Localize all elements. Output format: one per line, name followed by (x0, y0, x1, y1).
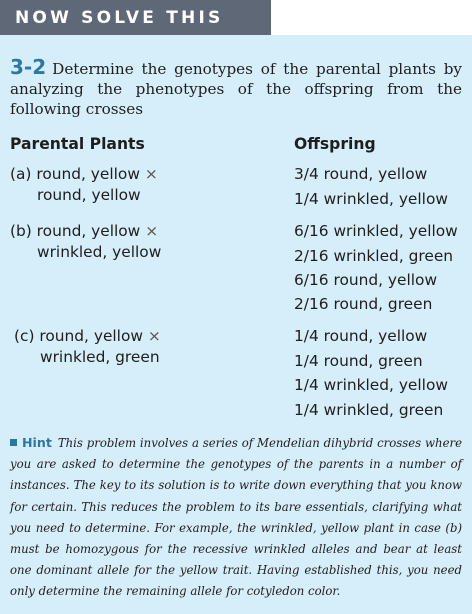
cross-c-parent-1: (c) round, yellow × (14, 327, 161, 345)
hint-label: Hint (22, 435, 52, 450)
cross-a-offspring-2: 1/4 wrinkled, yellow (294, 190, 448, 208)
cross-a-parent-1: (a) round, yellow × (10, 165, 158, 183)
problem-number: 3-2 (10, 55, 47, 79)
cross-c-offspring-4: 1/4 wrinkled, green (294, 401, 444, 419)
cross-b-parent-2: wrinkled, yellow (37, 243, 162, 261)
hint-paragraph (10, 432, 462, 603)
cross-c-offspring-1: 1/4 round, yellow (294, 327, 428, 345)
section-title: NOW SOLVE THIS (15, 8, 224, 28)
offspring-header: Offspring (294, 135, 376, 153)
cross-a-parent-2: round, yellow (37, 186, 141, 204)
hint-text: This problem involves a series of Mendelian dihybrid crosses where you are asked to determine the genotypes of the parents in a number of instances. The key to its solution is to write down everything that you know for certain. This reduces the problem to its bare essentials, clarifying what you need to determine. For example, the wrinkled, yellow plant in case (b) must be homozygous for the recessive wrinkled alleles and bear at least one dominant allele for the yellow trait. Having established this, you need only determine the remaining allele for cotyledon color. (10, 436, 462, 599)
cross-b-offspring-2: 2/16 wrinkled, green (294, 247, 454, 265)
cross-c-offspring-2: 1/4 round, green (294, 352, 423, 370)
section-header (0, 0, 271, 35)
cross-symbol: × (145, 222, 159, 240)
problem-text: Determine the genotypes of the parental plants by analyzing the phenotypes of the offspring from the following crosses (10, 60, 462, 118)
cross-c-parent-2: wrinkled, green (40, 348, 160, 366)
cross-b-parent-1: (b) round, yellow × (10, 222, 159, 240)
cross-b-offspring-1: 6/16 wrinkled, yellow (294, 222, 458, 240)
parental-plants-header: Parental Plants (10, 135, 145, 153)
cross-symbol: × (144, 165, 158, 183)
cross-symbol: × (147, 327, 161, 345)
hint-bullet-icon (10, 439, 17, 446)
problem-statement (10, 57, 462, 119)
cross-b-offspring-3: 6/16 round, yellow (294, 271, 438, 289)
cross-c-offspring-3: 1/4 wrinkled, yellow (294, 376, 448, 394)
cross-a-offspring-1: 3/4 round, yellow (294, 165, 428, 183)
cross-b-offspring-4: 2/16 round, green (294, 295, 433, 313)
